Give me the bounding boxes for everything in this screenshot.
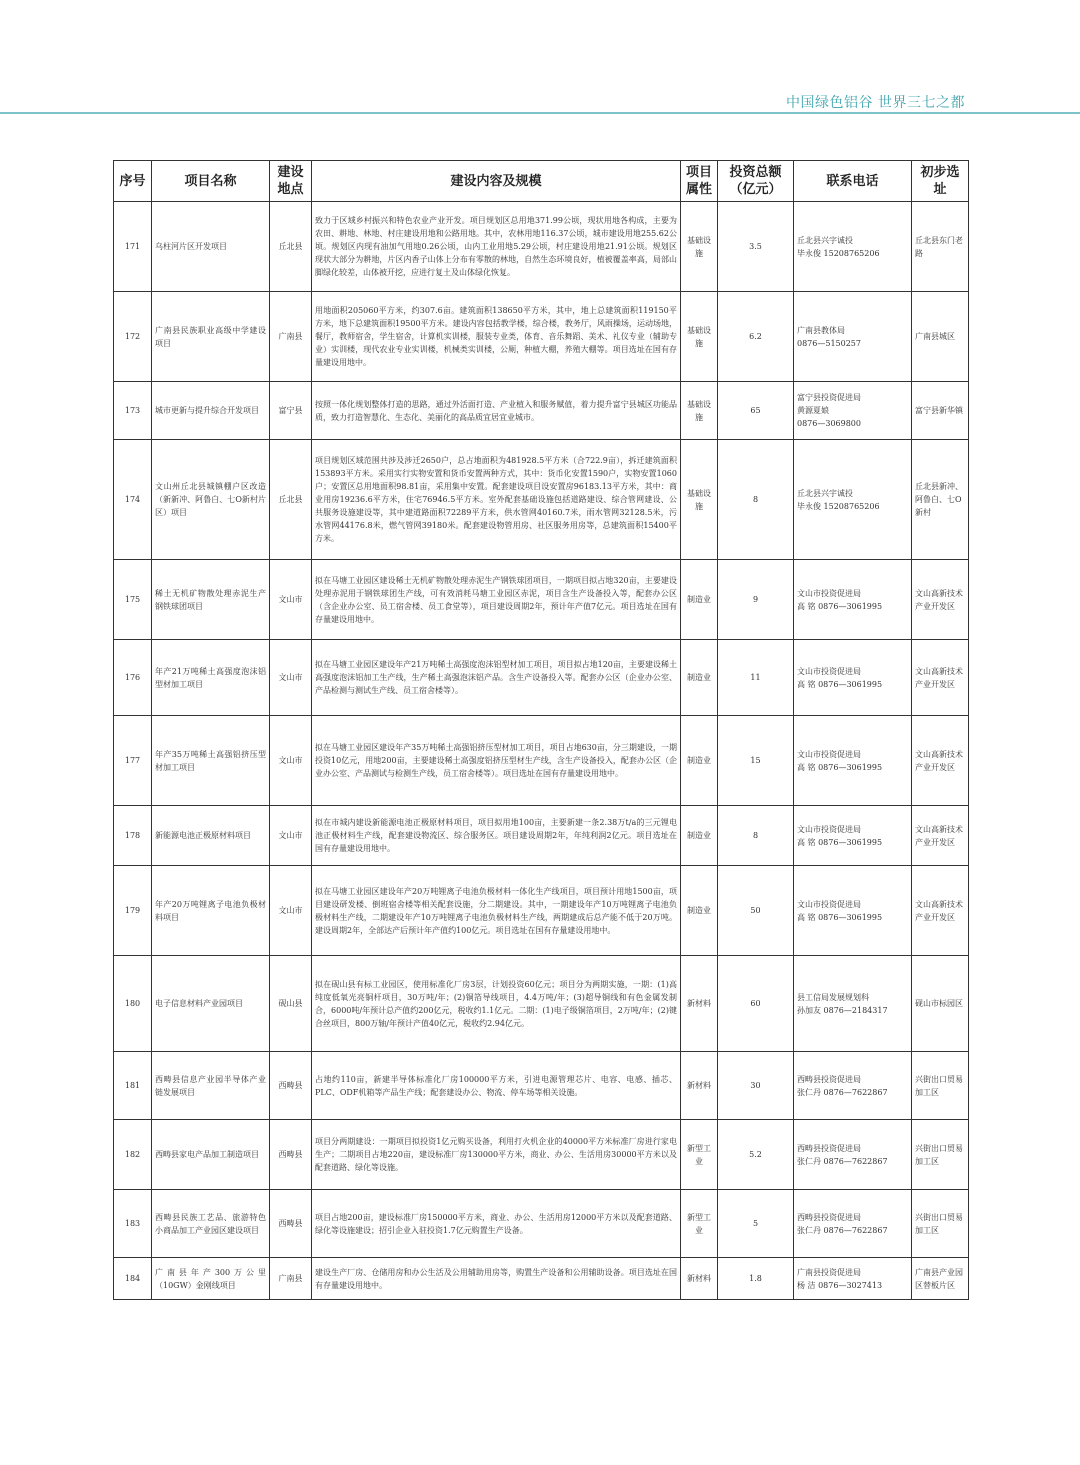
cell-no: 171 xyxy=(114,202,152,292)
cell-name: 西畴县家电产品加工制造项目 xyxy=(152,1120,270,1190)
cell-location: 砚山县 xyxy=(270,956,312,1052)
cell-site: 文山高新技术产业开发区 xyxy=(912,640,969,716)
contact-person: 张仁丹 0876—7622867 xyxy=(797,1087,888,1097)
cell-name: 年产20万吨锂离子电池负极材料项目 xyxy=(152,866,270,956)
contact-extra: 0876—3069800 xyxy=(797,419,861,428)
cell-attribute: 新型工业 xyxy=(681,1190,718,1258)
cell-site: 广南县产业园区替板片区 xyxy=(912,1258,969,1300)
cell-name: 新能源电池正极原材料项目 xyxy=(152,806,270,866)
header-name: 项目名称 xyxy=(152,161,270,202)
cell-site: 兴街出口贸易加工区 xyxy=(912,1052,969,1120)
cell-site: 文山高新技术产业开发区 xyxy=(912,560,969,640)
cell-contact xyxy=(794,716,912,806)
cell-name: 西畴县信息产业园半导体产业链发展项目 xyxy=(152,1052,270,1120)
cell-no: 180 xyxy=(114,956,152,1052)
cell-location: 丘北县 xyxy=(270,440,312,560)
cell-no: 179 xyxy=(114,866,152,956)
cell-contact xyxy=(794,640,912,716)
cell-name: 稀土无机矿物散处理赤泥生产钢铁球团项目 xyxy=(152,560,270,640)
cell-site: 丘北县东门老路 xyxy=(912,202,969,292)
cell-contact xyxy=(794,560,912,640)
table-row xyxy=(114,1120,969,1190)
cell-site: 文山高新技术产业开发区 xyxy=(912,866,969,956)
cell-content: 拟在马塘工业园区建设年产20万吨锂离子电池负极材料一体化生产线项目，项目预计用地1500亩，项目建设研发楼、倒班宿舍楼等相关配套设施，分二期建设。其中，一期建设年产10万吨锂离子电池负极材料生产线，二期建设年产10万吨锂离子电池负极材料生产线，两期建成后总产能不低于20万吨。建设周期2年，全部达产后预计年产值约100亿元。项目选址在国有存量建设用地中。 xyxy=(312,866,681,956)
cell-investment: 3.5 xyxy=(718,202,794,292)
project-table xyxy=(113,160,969,1300)
cell-contact xyxy=(794,382,912,440)
cell-contact xyxy=(794,1258,912,1300)
cell-investment: 50 xyxy=(718,866,794,956)
cell-content: 项目分两期建设：一期项目拟投资1亿元购买设备，利用打火机企业的40000平方米标准厂房进行家电生产；二期项目占地220亩，建设标准厂房130000平方米，商业、办公、生活用房30000平方米以及配套道路、绿化等设施。 xyxy=(312,1120,681,1190)
page-header-title: 中国绿色铝谷 世界三七之都 xyxy=(786,95,965,111)
cell-location: 富宁县 xyxy=(270,382,312,440)
cell-no: 181 xyxy=(114,1052,152,1120)
cell-site: 丘北县新冲、阿鲁白、七O新村 xyxy=(912,440,969,560)
contact-org: 西畴县投资促进局 xyxy=(797,1143,861,1153)
cell-investment: 9 xyxy=(718,560,794,640)
cell-content: 拟在马塘工业园区建设年产21万吨稀土高强度泡沫铝型材加工项目，项目拟占地120亩，主要建设稀土高强度泡沫铝加工生产线，生产稀土高强泡沫铝产品。含生产设备投入等。配套办公区（企业办公室、产品检测与测试生产线、员工宿舍楼等）。 xyxy=(312,640,681,716)
cell-location: 广南县 xyxy=(270,292,312,382)
cell-attribute: 制造业 xyxy=(681,806,718,866)
cell-attribute: 新材料 xyxy=(681,956,718,1052)
contact-person: 孙加友 0876—2184317 xyxy=(797,1005,888,1015)
header-contact: 联系电话 xyxy=(794,161,912,202)
header-site: 初步选址 xyxy=(912,161,969,202)
table-header-row xyxy=(114,161,969,202)
cell-no: 176 xyxy=(114,640,152,716)
cell-attribute: 新型工业 xyxy=(681,1120,718,1190)
header-investment: 投资总额（亿元） xyxy=(718,161,794,202)
contact-person: 毕永俊 15208765206 xyxy=(797,248,880,258)
contact-org: 西畴县投资促进局 xyxy=(797,1212,861,1222)
contact-person: 张仁丹 0876—7622867 xyxy=(797,1225,888,1235)
cell-location: 西畴县 xyxy=(270,1190,312,1258)
contact-person: 高 铭 0876—3061995 xyxy=(797,837,883,847)
table-row xyxy=(114,1190,969,1258)
cell-investment: 5.2 xyxy=(718,1120,794,1190)
cell-location: 文山市 xyxy=(270,806,312,866)
cell-no: 178 xyxy=(114,806,152,866)
contact-org: 文山市投资促进局 xyxy=(797,588,861,598)
cell-name: 年产21万吨稀土高强度泡沫铝型材加工项目 xyxy=(152,640,270,716)
contact-org: 文山市投资促进局 xyxy=(797,824,861,834)
table-row xyxy=(114,716,969,806)
header-location: 建设地点 xyxy=(270,161,312,202)
cell-content: 项目规划区域范围共涉及涉迁2650户，总占地面积为481928.5平方米（合722.9亩），拆迁建筑面积153893平方米。采用实行实物安置和货币安置两种方式，其中：货币化安置1590户，实物安置1060户；安置区总用地面积98.81亩，采用集中安置。配套建设项目设安置房96183.13平方米，其中：商业用房19236.6平方米，住宅76946.5平方米。室外配套基础设施包括道路建设、综合管网建设、公共服务设施建设等，其中建道路面积72289平方米，供水管网40160.7米，雨水管网32128.5米，污水管网44176.8米，燃气管网39180米。配套建设物管用房、社区服务用房等，总建筑面积15400平方米。 xyxy=(312,440,681,560)
cell-contact xyxy=(794,1120,912,1190)
cell-site: 文山高新技术产业开发区 xyxy=(912,806,969,866)
contact-org: 广南县投资促进局 xyxy=(797,1267,861,1277)
cell-site: 兴街出口贸易加工区 xyxy=(912,1120,969,1190)
contact-person: 高 铭 0876—3061995 xyxy=(797,762,883,772)
cell-name: 西畴县民族工艺品、旅游特色小商品加工产业园区建设项目 xyxy=(152,1190,270,1258)
cell-investment: 65 xyxy=(718,382,794,440)
cell-attribute: 制造业 xyxy=(681,866,718,956)
cell-content: 用地面积205060平方米，约307.6亩。建筑面积138650平方米，其中，地上总建筑面积119150平方米，地下总建筑面积19500平方米。建设内容包括教学楼，综合楼，教务厅，风雨操场，运动场地，餐厅，教师宿舍，学生宿舍，计算机实训楼，服装专业类，体育、音乐舞蹈、美术、礼仪专业（辅助专业）实训楼，现代农业专业实训楼，机械类实训楼，公厕，种植大棚，养殖大棚等。项目选址在国有存量建设用地中。 xyxy=(312,292,681,382)
contact-person: 高 铭 0876—3061995 xyxy=(797,601,883,611)
cell-location: 广南县 xyxy=(270,1258,312,1300)
table-row xyxy=(114,292,969,382)
table-row xyxy=(114,640,969,716)
contact-org: 文山市投资促进局 xyxy=(797,899,861,909)
contact-org: 文山市投资促进局 xyxy=(797,749,861,759)
cell-investment: 6.2 xyxy=(718,292,794,382)
cell-location: 文山市 xyxy=(270,866,312,956)
contact-org: 丘北县兴字诚投 xyxy=(797,235,853,245)
cell-content: 占地约110亩，新建半导体标准化厂房100000平方米，引进电源管理芯片、电容、电感、插芯、PLC、ODF机箱等产品生产线；配套建设办公、物流、停车场等相关设施。 xyxy=(312,1052,681,1120)
contact-org: 文山市投资促进局 xyxy=(797,666,861,676)
contact-person: 张仁丹 0876—7622867 xyxy=(797,1156,888,1166)
cell-attribute: 基础设施 xyxy=(681,202,718,292)
cell-no: 174 xyxy=(114,440,152,560)
contact-person: 0876—5150257 xyxy=(797,338,861,348)
cell-location: 文山市 xyxy=(270,716,312,806)
cell-no: 177 xyxy=(114,716,152,806)
contact-person: 黄源夏娘 xyxy=(797,406,829,415)
cell-contact xyxy=(794,292,912,382)
cell-location: 西畴县 xyxy=(270,1120,312,1190)
table-row xyxy=(114,956,969,1052)
contact-person: 高 铭 0876—3061995 xyxy=(797,912,883,922)
table-row xyxy=(114,560,969,640)
cell-no: 173 xyxy=(114,382,152,440)
cell-contact xyxy=(794,866,912,956)
cell-name: 电子信息材料产业园项目 xyxy=(152,956,270,1052)
contact-person: 毕永俊 15208765206 xyxy=(797,501,880,511)
cell-site: 富宁县新华镇 xyxy=(912,382,969,440)
cell-location: 文山市 xyxy=(270,560,312,640)
cell-site: 兴街出口贸易加工区 xyxy=(912,1190,969,1258)
table-row xyxy=(114,440,969,560)
cell-site: 广南县城区 xyxy=(912,292,969,382)
table-row xyxy=(114,1258,969,1300)
cell-attribute: 基础设施 xyxy=(681,382,718,440)
cell-content: 项目占地200亩，建设标准厂房150000平方米，商业、办公、生活用房12000平方米以及配套道路、绿化等设施建设；招引企业入驻投资1.7亿元购置生产设备。 xyxy=(312,1190,681,1258)
table-row xyxy=(114,1052,969,1120)
cell-no: 172 xyxy=(114,292,152,382)
cell-content: 按照一体化规划整体打造的思路，通过外活面打造、产业植入和服务赋值，着力提升富宁县城区功能品质，致力打造智慧化、生态化、美丽化的高品质宜居宜业城市。 xyxy=(312,382,681,440)
contact-person: 高 铭 0876—3061995 xyxy=(797,679,883,689)
contact-org: 县工信局发展规划科 xyxy=(797,992,869,1002)
cell-no: 184 xyxy=(114,1258,152,1300)
cell-location: 文山市 xyxy=(270,640,312,716)
cell-site: 文山高新技术产业开发区 xyxy=(912,716,969,806)
cell-attribute: 新材料 xyxy=(681,1258,718,1300)
contact-person: 杨 洁 0876—3027413 xyxy=(797,1280,883,1290)
cell-investment: 8 xyxy=(718,440,794,560)
cell-attribute: 制造业 xyxy=(681,560,718,640)
cell-name: 广南县民族职业高级中学建设项目 xyxy=(152,292,270,382)
contact-org: 西畴县投资促进局 xyxy=(797,1074,861,1084)
cell-investment: 8 xyxy=(718,806,794,866)
cell-contact xyxy=(794,440,912,560)
cell-no: 182 xyxy=(114,1120,152,1190)
table-row xyxy=(114,806,969,866)
header-content: 建设内容及规模 xyxy=(312,161,681,202)
cell-attribute: 制造业 xyxy=(681,640,718,716)
cell-attribute: 制造业 xyxy=(681,716,718,806)
header-no: 序号 xyxy=(114,161,152,202)
cell-investment: 5 xyxy=(718,1190,794,1258)
cell-contact xyxy=(794,956,912,1052)
cell-investment: 15 xyxy=(718,716,794,806)
cell-contact xyxy=(794,1052,912,1120)
cell-name: 乌柱河片区开发项目 xyxy=(152,202,270,292)
header-rule xyxy=(0,112,1080,114)
cell-attribute: 新材料 xyxy=(681,1052,718,1120)
cell-name: 城市更新与提升综合开发项目 xyxy=(152,382,270,440)
cell-attribute: 基础设施 xyxy=(681,292,718,382)
header-attribute: 项目属性 xyxy=(681,161,718,202)
table-row xyxy=(114,202,969,292)
cell-content: 拟在砚山县有标工业园区，使用标准化厂房3层，计划投资60亿元；项目分为两期实施，一期：(1)高纯度低氧光亮铜杆项目，30万吨/年；(2)铜箔导线项目，4.4万吨/年；(3)超导铜线和有色金属发制合，6000吨/年预计总产值约200亿元，税收约1.1亿元。二期：(1)电子级铜箔项目，2万吨/年；(2)键合丝项目，800万轴/年预计产值40亿元，税收约2.94亿元。 xyxy=(312,956,681,1052)
cell-attribute: 基础设施 xyxy=(681,440,718,560)
cell-no: 175 xyxy=(114,560,152,640)
cell-location: 丘北县 xyxy=(270,202,312,292)
cell-investment: 1.8 xyxy=(718,1258,794,1300)
cell-name: 广南县年产300万公里（10GW）金刚线项目 xyxy=(152,1258,270,1300)
cell-investment: 11 xyxy=(718,640,794,716)
table-row xyxy=(114,382,969,440)
cell-content: 致力于区域乡村振兴和特色农业产业开发。项目规划区总用地371.99公顷，现状用地各构成，主要为农田、耕地、林地、村庄建设用地和公路用地。其中，农林用地116.37公顷，城市建设用地255.62公顷。规划区内现有油加气用地0.26公顷，山内工业用地5.29公顷，村庄建设用地21.91公顷。规划区现状大部分为耕地，片区内香子山体上分布有零散的林地，自然生态环境良好，植被覆盖率高，局部山脚绿化较差，山体被开挖，应进行复土及山体绿化恢复。 xyxy=(312,202,681,292)
cell-content: 建设生产厂房、仓储用房和办公生活及公用辅助用房等，购置生产设备和公用辅助设备。项目选址在国有存量建设用地中。 xyxy=(312,1258,681,1300)
cell-investment: 60 xyxy=(718,956,794,1052)
cell-contact xyxy=(794,806,912,866)
cell-content: 拟在市城内建设新能源电池正极原材料项目，项目拟用地100亩，主要新建一条2.38万t/a的三元锂电池正极材料生产线，配套建设物流区、综合服务区。项目建设周期2年，年纯利润2亿元。项目选址在国有存量建设用地中。 xyxy=(312,806,681,866)
contact-org: 广南县教体局 xyxy=(797,325,845,335)
cell-site: 砚山市标园区 xyxy=(912,956,969,1052)
contact-org: 富宁县投资促进局 xyxy=(797,393,861,402)
contact-org: 丘北县兴宇诚投 xyxy=(797,488,853,498)
table-row xyxy=(114,866,969,956)
cell-content: 拟在马塘工业园区建设稀土无机矿物散处理赤泥生产钢铁球团项目，一期项目拟占地320亩，主要建设处理赤泥用于钢铁球团生产线，可有效消耗马塘工业园区赤泥，项目含生产设备投入等，配套办公区（含企业办公室、员工宿舍楼、员工食堂等），项目建设周期2年，预计年产值7亿元。项目选址在国有存量建设用地中。 xyxy=(312,560,681,640)
cell-name: 文山州丘北县城镇棚户区改造（新新冲、阿鲁白、七O新村片区）项目 xyxy=(152,440,270,560)
cell-contact xyxy=(794,1190,912,1258)
cell-no: 183 xyxy=(114,1190,152,1258)
cell-location: 西畴县 xyxy=(270,1052,312,1120)
cell-contact xyxy=(794,202,912,292)
cell-name: 年产35万吨稀土高强铝挤压型材加工项目 xyxy=(152,716,270,806)
cell-content: 拟在马塘工业园区建设年产35万吨稀土高强铝挤压型材加工项目，项目占地630亩，分三期建设，一期投资10亿元，用地200亩，主要建设稀土高强度铝挤压型材生产线，含生产设备投入，配套办公区（企业办公室、产品测试与检测生产线，员工宿舍楼等）。项目选址在国有存量建设用地中。 xyxy=(312,716,681,806)
cell-investment: 30 xyxy=(718,1052,794,1120)
